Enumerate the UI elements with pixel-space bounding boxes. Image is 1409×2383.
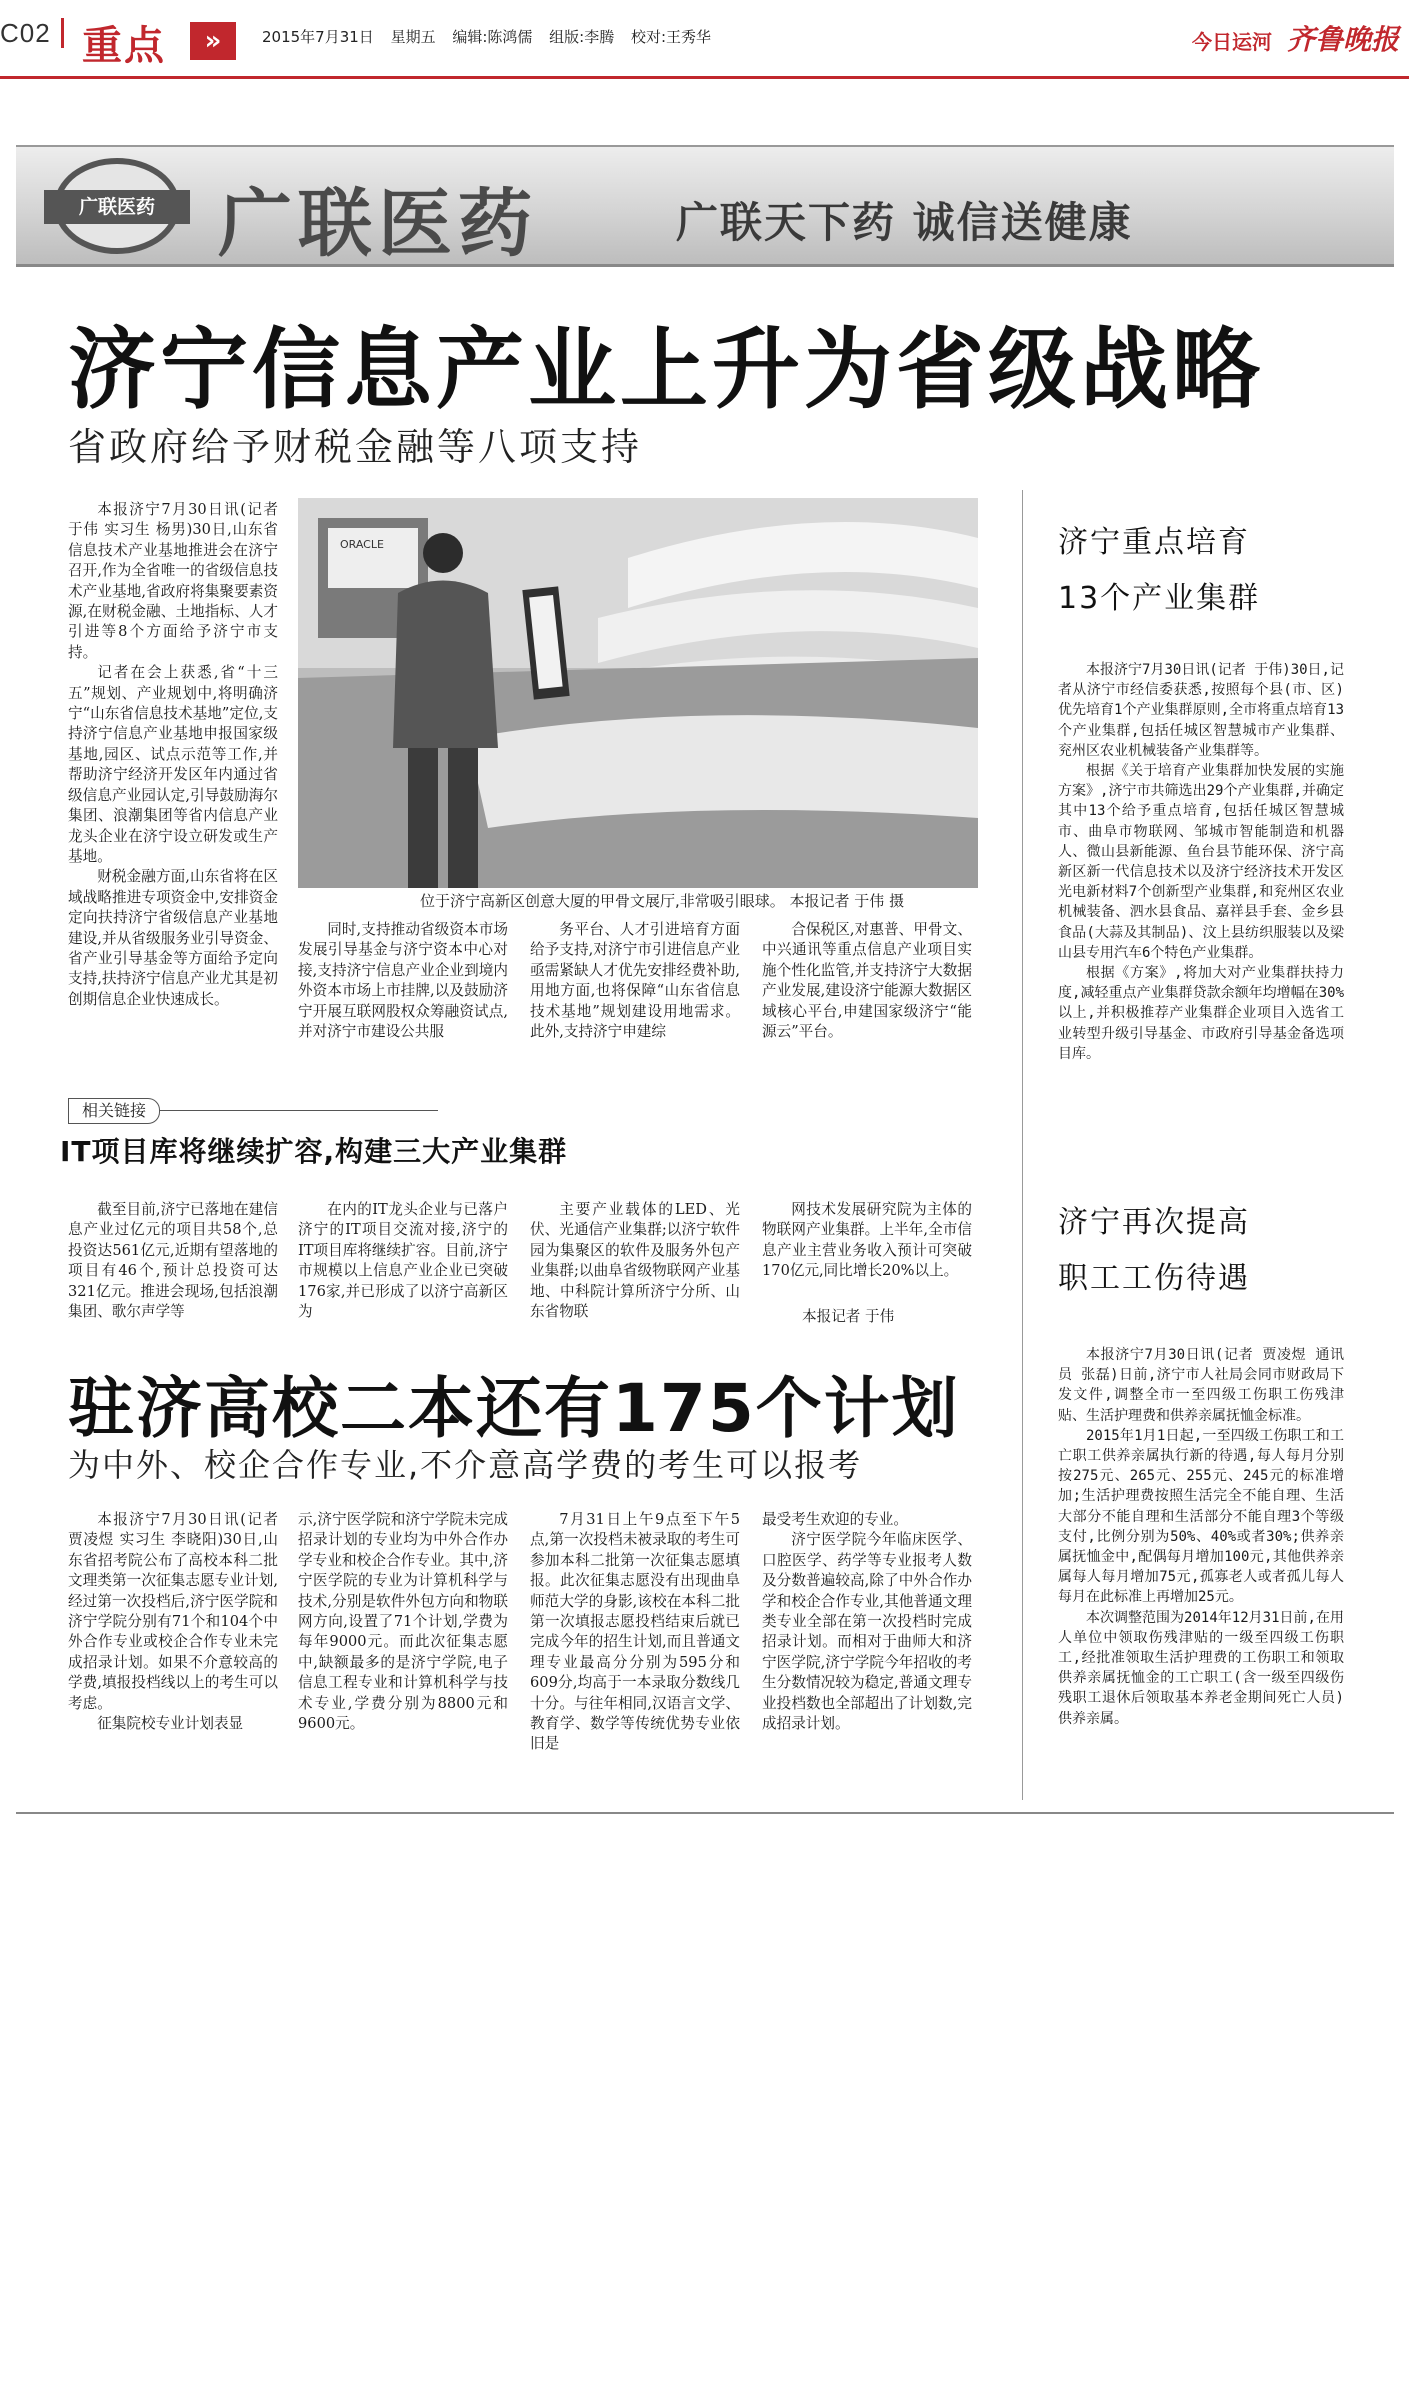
- article1-column-1: [68, 500, 278, 1090]
- related-column-1: [68, 1200, 278, 1325]
- article1-photo: [298, 498, 978, 888]
- related-link-tag: 相关链接: [68, 1098, 160, 1124]
- related-column-2: [298, 1200, 508, 1325]
- side1-headline-line1: 济宁重点培育: [1058, 525, 1250, 560]
- paragraph: 7月31日上午9点至下午5点,第一次投档未被录取的考生可参加本科二批第一次征集志愿填报。此次征集志愿没有出现曲阜师范大学的身影,该校在本科二批第一次填报志愿投档结束后就已完成今年的招生计划,而且普通文理专业最高分分别为595分和609分,均高于一本录取分数线几十分。与往年相同,汉语言文学、教育学、数学等传统优势专业依旧是: [530, 1511, 740, 1753]
- paragraph: 合保税区,对惠普、甲骨文、中兴通讯等重点信息产业项目实施个性化监管,并支持济宁大数据产业发展,建设济宁能源大数据区域核心平台,申建国家级济宁“能源云”平台。: [762, 921, 972, 1041]
- side2-headline: [1058, 1195, 1250, 1307]
- photo-screen-text: ORACLE: [340, 538, 384, 551]
- related-headline: IT项目库将继续扩容,构建三大产业集群: [60, 1135, 568, 1168]
- article1-column-2: [298, 920, 508, 1085]
- related-byline: 本报记者 于伟: [802, 1308, 895, 1325]
- masthead-right: [1192, 18, 1399, 58]
- article1-column-3: [530, 920, 740, 1085]
- side2-headline-line1: 济宁再次提高: [1058, 1205, 1250, 1240]
- paragraph: 本报济宁7月30日讯(记者 贾凌煜 实习生 李晓阳)30日,山东省招考院公布了高校本科二批文理类第一次征集志愿专业计划,经过第一次投档后,济宁医学院和济宁学院分别有71个和104个中外合作专业或校企合作专业未完成招录计划。如果不介意较高的学费,填报投档线以上的考生可以考虑。: [68, 1511, 278, 1712]
- paragraph: 网技术发展研究院为主体的物联网产业集群。上半年,全市信息产业主营业务收入预计可突破170亿元,同比增长20%以上。: [762, 1201, 972, 1280]
- related-column-4: [762, 1200, 972, 1305]
- page-number: C02: [0, 18, 64, 49]
- article2-subheadline: 为中外、校企合作专业,不介意高学费的考生可以报考: [68, 1446, 863, 1484]
- side2-headline-line2: 职工工伤待遇: [1058, 1261, 1250, 1296]
- article2-column-1: [68, 1510, 278, 1795]
- ad-brand-name: 广联医药: [218, 181, 538, 267]
- paragraph: 财税金融方面,山东省将在区域战略推进专项资金中,安排资金定向扶持济宁省级信息产业基地建设,并从省级服务业引导资金、省产业引导基金等方面给予定向支持,扶持济宁信息产业尤其是初创期信息企业快速成长。: [68, 868, 278, 1008]
- article1-column-4: [762, 920, 972, 1085]
- related-column-3: [530, 1200, 740, 1325]
- side1-headline: [1058, 515, 1260, 627]
- article2-column-4: [762, 1510, 972, 1795]
- section-title: 重点: [82, 23, 166, 69]
- paragraph: 务平台、人才引进培育方面给予支持,对济宁市引进信息产业亟需紧缺人才优先安排经费补助,用地方面,也将保障“山东省信息技术基地”规划建设用地需求。此外,支持济宁申建综: [530, 921, 740, 1041]
- paper-logo: 齐鲁晚报: [1286, 23, 1399, 56]
- channel-label: 今日运河: [1192, 30, 1273, 54]
- paragraph: 根据《方案》,将加大对产业集群扶持力度,减轻重点产业集群贷款余额年均增幅在30%以上,并积极推荐产业集群企业项目入选省工业转型升级引导基金、市政府引导基金备选项目库。: [1058, 965, 1344, 1062]
- paragraph: 本报济宁7月30日讯(记者 贾凌煜 通讯员 张磊)日前,济宁市人社局会同市财政局下发文件,调整全市一至四级工伤职工伤残津贴、生活护理费和供养亲属抚恤金标准。: [1058, 1347, 1344, 1424]
- chevron-right-icon: »: [190, 22, 236, 60]
- paragraph: 最受考生欢迎的专业。: [762, 1511, 908, 1528]
- ad-slogan: 广联天下药 诚信送健康: [676, 198, 1133, 247]
- article2-headline: 驻济高校二本还有175个计划: [68, 1370, 960, 1447]
- exhibition-photo: [298, 498, 978, 888]
- paragraph: 2015年1月1日起,一至四级工伤职工和工亡职工供养亲属执行新的待遇,每人每月分别按275元、265元、255元、245元的标准增加;生活护理费按照生活完全不能自理、生活大部分不能自理和生活部分不能自理3个等级支付,比例分别为50%、40%或者30%;供养亲属抚恤金中,配偶每月增加100元,其他供养亲属每人每月增加75元,孤寡老人或者孤儿每人每月在此标准上再增加25元。: [1058, 1427, 1344, 1606]
- paragraph: 济宁医学院今年临床医学、口腔医学、药学等专业报考人数及分数普遍较高,除了中外合作办学和校企合作专业,其他普通文理类专业全部在第一次投档时完成招录计划。而相对于曲师大和济宁医学院,济宁学院今年招收的考生分数情况较为稳定,普通文理专业投档数也全部超出了计划数,完成招录计划。: [762, 1531, 972, 1733]
- article2-column-3: [530, 1510, 740, 1795]
- side2-body: [1058, 1345, 1344, 1800]
- issue-meta: 2015年7月31日 星期五 编辑:陈鸿儒 组版:李腾 校对:王秀华: [262, 28, 712, 46]
- paragraph: 本报济宁7月30日讯(记者 于伟 实习生 杨男)30日,山东省信息技术产业基地推进会在济宁召开,作为全省唯一的省级信息技术产业基地,省政府将集聚要素资源,在财税金融、土地指标、人才引进等8个方面给予济宁市支持。: [68, 501, 278, 661]
- article1-subheadline: 省政府给予财税金融等八项支持: [68, 425, 643, 469]
- paragraph: 主要产业载体的LED、光伏、光通信产业集群;以济宁软件园为集聚区的软件及服务外包产业集群;以曲阜省级物联网产业基地、中科院计算所济宁分所、山东省物联: [530, 1201, 740, 1321]
- paragraph: 在内的IT龙头企业与已落户济宁的IT项目交流对接,济宁的IT项目库将继续扩容。目前,济宁市规模以上信息产业企业已突破176家,并已形成了以济宁高新区为: [298, 1201, 508, 1321]
- column-divider: [1022, 490, 1023, 1800]
- article2-column-2: [298, 1510, 508, 1795]
- photo-caption: 位于济宁高新区创意大厦的甲骨文展厅,非常吸引眼球。 本报记者 于伟 摄: [420, 892, 905, 910]
- paragraph: 同时,支持推动省级资本市场发展引导基金与济宁资本中心对接,支持济宁信息产业企业到境内外资本市场上市挂牌,以及鼓励济宁开展互联网股权众筹融资试点,并对济宁市建设公共服: [298, 921, 508, 1041]
- paragraph: 征集院校专业计划表显: [97, 1715, 244, 1733]
- header-rule: [0, 76, 1409, 79]
- related-link-rule: [160, 1110, 438, 1111]
- paragraph: 记者在会上获悉,省“十三五”规划、产业规划中,将明确济宁“山东省信息技术基地”定位,支持济宁信息产业基地申报国家级基地,园区、试点示范等工作,并帮助济宁经济开发区年内通过省级信息产业园认定,引导鼓励海尔集团、浪潮集团等省内信息产业龙头企业在济宁设立研发或生产基地。: [68, 664, 278, 865]
- paragraph: 本次调整范围为2014年12月31日前,在用人单位中领取伤残津贴的一级至四级工伤职工,经批准领取生活护理费的工伤职工和领取供养亲属抚恤金的工亡职工(含一级至四级伤残职工退休后领取基本养老金期间死亡人员)供养亲属。: [1058, 1609, 1344, 1727]
- article1-headline: 济宁信息产业上升为省级战略: [68, 318, 1265, 421]
- paragraph: 截至目前,济宁已落地在建信息产业过亿元的项目共58个,总投资达561亿元,近期有望落地的项目有46个,预计总投资可达321亿元。推进会现场,包括浪潮集团、歌尔声学等: [68, 1201, 278, 1321]
- paragraph: 示,济宁医学院和济宁学院未完成招录计划的专业均为中外合作办学专业和校企合作专业。其中,济宁医学院的专业为计算机科学与技术,分别是软件外包方向和物联网方向,设置了71个计划,学费为每年9000元。而此次征集志愿中,缺额最多的是济宁学院,电子信息工程专业和计算机科学与技术专业,学费分别为8800元和9600元。: [298, 1511, 508, 1733]
- side1-body: [1058, 660, 1344, 1200]
- page-bottom-rule: [16, 1812, 1394, 1814]
- side1-headline-line2: 13个产业集群: [1058, 581, 1261, 616]
- paragraph: 根据《关于培育产业集群加快发展的实施方案》,济宁市共筛选出29个产业集群,并确定其中13个给予重点培育,包括任城区智慧城市、曲阜市物联网、邹城市智能制造和机器人、微山县新能源、鱼台县节能环保、济宁高新区新一代信息技术以及济宁经济技术开发区光电新材料7个创新型产业集群,和兖州区农业机械装备、泗水县食品、嘉祥县手套、金乡县食品(大蒜及其制品)、汶上县纺织服装以及梁山县专用汽车6个特色产业集群。: [1058, 763, 1344, 961]
- paragraph: 本报济宁7月30日讯(记者 于伟)30日,记者从济宁市经信委获悉,按照每个县(市、区)优先培育1个产业集群原则,全市将重点培育13个产业集群,包括任城区智慧城市产业集群、兖州区农业机械装备产业集群等。: [1058, 662, 1344, 759]
- ad-logo-text: 广联医药: [44, 190, 190, 224]
